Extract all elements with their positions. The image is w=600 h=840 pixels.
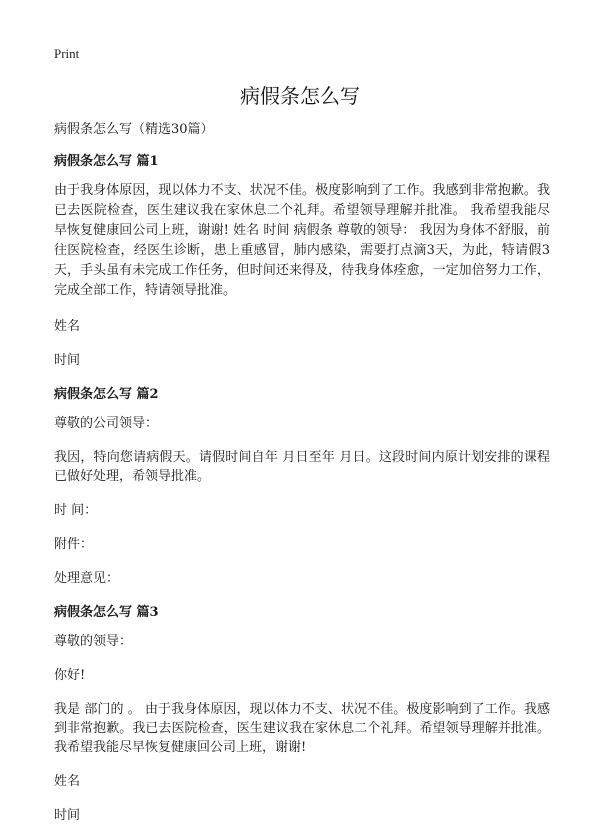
document-subtitle: 病假条怎么写（精选30篇） <box>54 122 214 137</box>
section-3-salutation: 尊敬的领导： <box>54 634 133 649</box>
page-title: 病假条怎么写 <box>240 84 360 108</box>
section-heading-1: 病假条怎么写 篇1 <box>54 154 159 169</box>
section-2-attachment-line: 附件： <box>54 537 94 552</box>
section-2-opinion-line: 处理意见： <box>54 571 120 586</box>
section-2-salutation: 尊敬的公司领导： <box>54 416 159 431</box>
print-label[interactable]: Print <box>54 46 80 61</box>
section-2-body: 我因，特向您请病假天。请假时间自年 月日至年 月日。这段时间内原计划安排的课程已做好处理，希领导批准。 <box>54 450 550 484</box>
section-3-name-line: 姓名 <box>54 774 81 789</box>
section-1-time-line: 时间 <box>54 353 81 368</box>
section-heading-2: 病假条怎么写 篇2 <box>54 387 159 402</box>
section-1-paragraph: 由于我身体原因，现以体力不支、状况不佳。极度影响到了工作。我感到非常抱歉。我已去医院检查，医生建议我在家休息二个礼拜。希望领导理解并批准。 我希望我能尽早恢复健康回公司上班，谢谢! 姓名 时间 病假条 尊敬的领导： 我因为身体不舒服，前往医院检查，经医生诊断，患上重感冒，肺内感染，需要打点滴3天，为此，特请假3天，手头虽有未完成工作任务，但时间还来得及，待我身体痊愈，一定加倍努力工作，完成全部工作，特请领导批准。 <box>54 183 550 298</box>
section-3-greeting: 你好! <box>54 668 86 683</box>
section-heading-3: 病假条怎么写 篇3 <box>54 605 159 620</box>
section-3-time-line: 时间 <box>54 808 81 823</box>
section-2-time-line: 时 间： <box>54 503 98 518</box>
document-content <box>54 120 550 840</box>
section-1-name-line: 姓名 <box>54 319 81 334</box>
section-3-body: 我是 部门的 。 由于我身体原因，现以体力不支、状况不佳。极度影响到了工作。我感到非常抱歉。我已去医院检查，医生建议我在家休息二个礼拜。希望领导理解并批准。 我希望我能尽早恢复健康回公司上班，谢谢! <box>54 702 550 755</box>
